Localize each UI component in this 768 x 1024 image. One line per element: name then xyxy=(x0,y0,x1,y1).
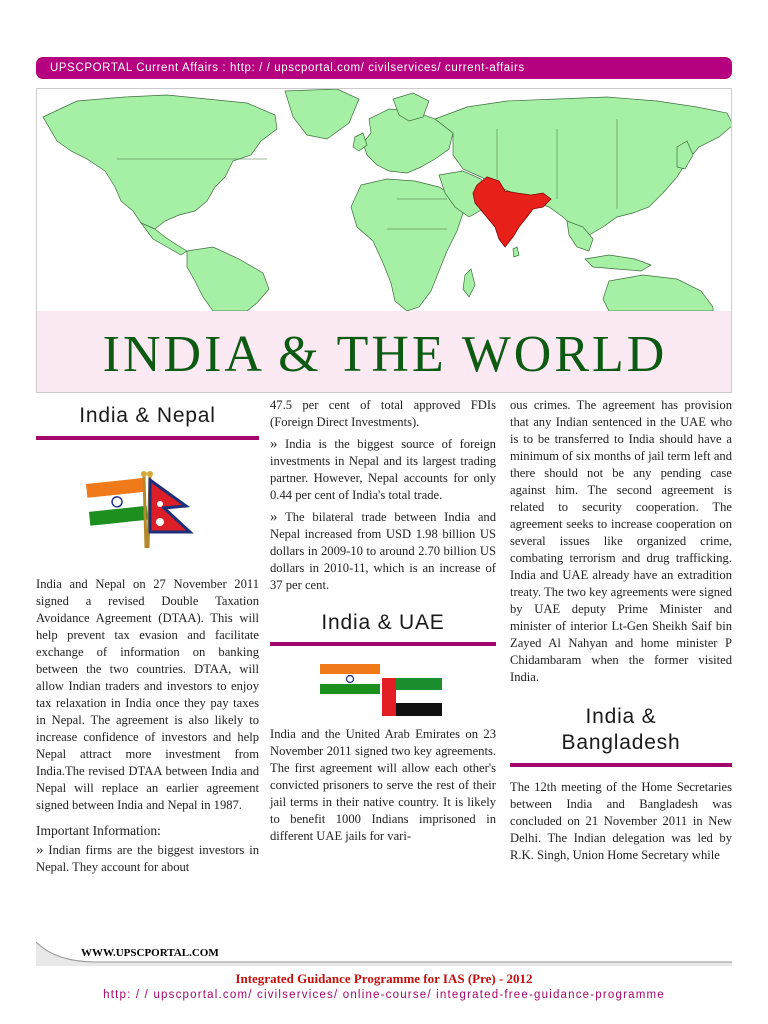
bullet-mark: » xyxy=(270,436,278,452)
world-map xyxy=(37,89,732,311)
nepal-heading: India & Nepal xyxy=(79,404,216,427)
page-title: INDIA & THE WORLD xyxy=(102,326,668,383)
nepal-bullet-3 xyxy=(270,509,496,594)
india-nepal-flags-image xyxy=(36,440,259,576)
bangladesh-heading-line-2: Bangladesh xyxy=(561,731,681,754)
bullet-mark: » xyxy=(36,842,44,858)
nepal-col2-continuation: 47.5 per cent of total approved FDIs (Foreign Direct Investments). xyxy=(270,398,496,429)
footer-band xyxy=(36,940,732,966)
bangladesh-paragraph: The 12th meeting of the Home Secretaries between India and Bangladesh was concluded on 21 November 2011 in New Delhi. The Indian delegation was led by R.K. Singh, Union Home Secretary while xyxy=(510,780,732,862)
nepal-bullet-1-text: Indian firms are the biggest investors in Nepal. They account for about xyxy=(36,843,259,874)
uae-heading: India & UAE xyxy=(321,611,445,634)
uae-col3-continuation: ous crimes. The agreement has provision that any Indian sentenced in the UAE who is to be transferred to India should have a minimum of six months of jail term left and there should not be any pending case against him. The second agreement is related to security cooperation. The agreement seeks to increase cooperation on several issues like organized crime, combating terrorism and drug trafficking. India and UAE already have an extradition treaty. The two key agreements were signed by UAE deputy Prime Minister and minister of interior Lt-Gen Sheikh Saif bin Zayed Al Nahyan and home minister P Chidambaram when the former visited India. xyxy=(510,398,732,684)
uae-paragraph: India and the United Arab Emirates on 23 November 2011 signed two key agreements. The first agreement will allow each other's convicted prisoners to serve the rest of their jail terms in their native country. It is likely to benefit 1000 Indians imprisoned in different UAE jails for vari- xyxy=(270,727,496,843)
india-uae-flags xyxy=(270,646,496,726)
bullet-mark: » xyxy=(270,509,278,525)
important-info-label: Important Information: xyxy=(36,823,161,838)
program-title: Integrated Guidance Programme for IAS (Pre) - 2012 xyxy=(235,971,533,986)
india-uae-flags-image xyxy=(270,646,496,726)
column-1 xyxy=(36,397,259,876)
footer-site-link[interactable]: WWW.UPSCPORTAL.COM xyxy=(81,947,219,959)
nepal-bullet-3-text: The bilateral trade between India and Nepal increased from USD 1.98 billion US dollars in 2009-10 to around 2.70 billion US dollars in 2010-11, which is an increase of 37 per cent. xyxy=(270,510,497,592)
bangladesh-heading-rule xyxy=(510,763,732,767)
nepal-bullet-1 xyxy=(36,842,259,876)
column-3 xyxy=(510,397,732,864)
nepal-bullet-2 xyxy=(270,436,496,504)
nepal-paragraph: India and Nepal on 27 November 2011 signed a revised Double Taxation Avoidance Agreement (DTAA). This will help prevent tax evasion and facilitate exchange of information on banking between the two countries. DTAA, will allow Indian traders and investors to enjoy tax relaxation in India once they pay taxes in Nepal. The agreement is also likely to increase confidence of investors and help Nepal attract more investment from India.The revised DTAA between India and Nepal will replace an earlier agreement signed between India and Nepal in 1987. xyxy=(36,577,259,812)
bangladesh-heading-line-1: India & xyxy=(585,705,657,728)
header-banner-text: UPSCPORTAL Current Affairs : http: / / upscportal.com/ civilservices/ current-affairs xyxy=(50,62,525,74)
column-2 xyxy=(270,397,496,845)
india-nepal-flags xyxy=(36,440,259,576)
nepal-bullet-2-text: India is the biggest source of foreign investments in Nepal and its largest trading partner. However, Nepal accounts for only 0.44 per cent of India's total trade. xyxy=(270,437,496,502)
program-link[interactable]: http: / / upscportal.com/ civilservices/ online-course/ integrated-free-guidance-programme xyxy=(103,989,665,1001)
world-map-panel xyxy=(36,88,732,393)
header-banner xyxy=(36,57,732,79)
